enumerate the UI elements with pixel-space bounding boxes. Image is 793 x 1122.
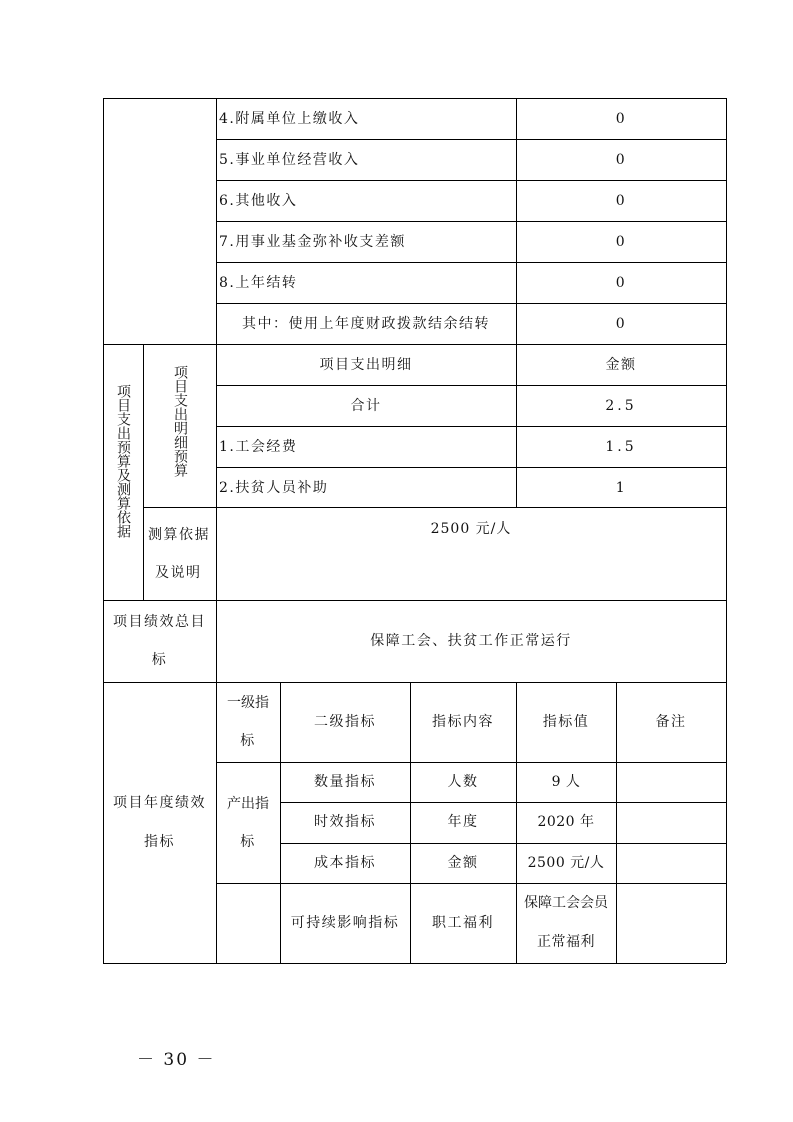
goal-label: 标: [151, 652, 168, 668]
indicator-content: 金额: [447, 855, 479, 871]
income-row-amount: 0: [615, 111, 627, 127]
indicator-value: 保障工会会员: [524, 895, 608, 911]
expense-inner-label: 项目支出明细预算: [172, 365, 188, 477]
income-row-label: 5.事业单位经营收入: [219, 152, 360, 168]
goal-text: 保障工会、扶贫工作正常运行: [370, 633, 572, 649]
header-note: 备注: [655, 714, 687, 730]
basis-label: 测算依据: [148, 527, 210, 543]
expense-outer-label: 项目支出预算及测算依据: [115, 384, 131, 538]
indicator-value: 2500 元/人: [527, 855, 605, 871]
income-row-amount: 0: [615, 193, 627, 209]
expense-item-amount: 1.5: [605, 439, 637, 455]
indicator-value: 2020 年: [537, 814, 595, 830]
indicator-level2: 可持续影响指标: [290, 915, 400, 931]
income-row-label: 4.附属单位上缴收入: [219, 111, 360, 127]
output-label: 标: [240, 834, 256, 850]
basis-text: 2500 元/人: [430, 521, 512, 537]
indicator-value: 9 人: [551, 774, 581, 790]
header-level2: 二级指标: [314, 714, 376, 730]
indicator-content: 人数: [447, 774, 479, 790]
expense-item-amount: 1: [615, 480, 627, 496]
expense-header-detail: 项目支出明细: [319, 357, 413, 373]
income-row-label: 6.其他收入: [219, 193, 298, 209]
income-row-label: 7.用事业基金弥补收支差额: [219, 234, 406, 250]
expense-total-amount: 2.5: [605, 398, 637, 414]
indicator-content: 职工福利: [432, 915, 494, 931]
expense-header-amount: 金额: [605, 357, 637, 373]
income-row-amount: 0: [615, 275, 627, 291]
income-row-amount: 0: [615, 316, 627, 332]
indicator-level2: 成本指标: [314, 855, 376, 871]
output-label: 产出指: [227, 796, 269, 812]
indicator-content: 年度: [447, 814, 479, 830]
expense-item-label: 2.扶贫人员补助: [219, 480, 329, 496]
basis-label: 及说明: [155, 565, 202, 581]
goal-label: 项目绩效总目: [113, 614, 206, 630]
income-row-label: 其中：使用上年度财政拨款结余结转: [242, 316, 490, 332]
income-row-amount: 0: [615, 152, 627, 168]
page-number: － 30 －: [137, 1050, 216, 1070]
expense-total-label: 合计: [350, 398, 382, 414]
indicator-level2: 数量指标: [314, 774, 376, 790]
indicators-row-label: 指标: [144, 834, 175, 850]
indicators-row-label: 项目年度绩效: [113, 795, 206, 811]
income-row-label: 8.上年结转: [219, 275, 298, 291]
header-level1: 一级指: [227, 695, 269, 711]
income-row-amount: 0: [615, 234, 627, 250]
header-content: 指标内容: [432, 714, 494, 730]
indicator-level2: 时效指标: [314, 814, 376, 830]
expense-item-label: 1.工会经费: [219, 439, 298, 455]
header-value: 指标值: [542, 714, 590, 730]
header-level1: 标: [240, 733, 256, 749]
indicator-value: 正常福利: [537, 934, 595, 950]
